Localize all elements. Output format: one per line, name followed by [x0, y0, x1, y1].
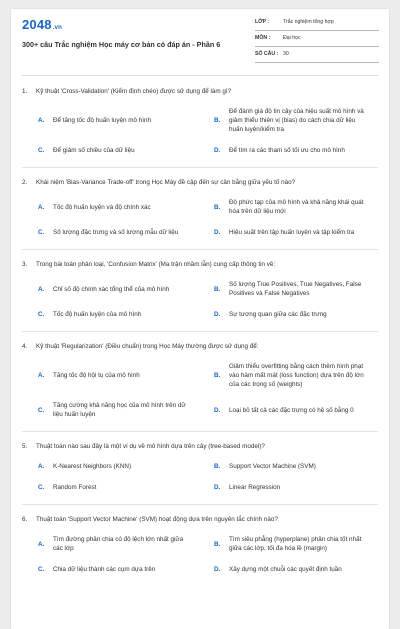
option-text: Tốc độ huấn luyện và độ chính xác	[53, 203, 151, 211]
option-text: Linear Regression	[229, 484, 281, 491]
question-divider	[22, 331, 378, 332]
option-letter: A.	[38, 285, 45, 293]
option-c[interactable]	[22, 310, 198, 319]
option-text: Để tìm ra các tham số tối ưu cho mô hình	[229, 147, 345, 154]
meta-label: SỐ CÂU :	[255, 51, 279, 57]
option-letter: B.	[214, 203, 221, 211]
question-divider	[22, 504, 378, 505]
option-b[interactable]	[198, 107, 374, 134]
option-text: Số lượng đặc trưng và số lượng mẫu dữ liệu	[53, 229, 179, 236]
option-letter: D.	[214, 406, 221, 414]
question-number: 3.	[22, 261, 28, 268]
option-letter: C.	[38, 566, 45, 573]
meta-row-subject	[255, 32, 379, 47]
option-a[interactable]	[22, 116, 198, 125]
document-title: 300+ câu Trắc nghiệm Học máy cơ bản có đáp án - Phần 6	[22, 40, 221, 49]
option-a[interactable]	[22, 462, 198, 471]
option-text: Giảm thiểu overfitting bằng cách thêm hình phạt vào hàm mất mát (loss function) dựa trên độ lớn của các trọng số (weights)	[229, 363, 364, 388]
meta-value: Trắc nghiệm tổng hợp	[283, 19, 334, 25]
question-1	[22, 87, 378, 155]
question-divider	[22, 249, 378, 250]
option-text: Xây dựng một chuỗi các quyết định tuần	[229, 566, 342, 573]
option-letter: C.	[38, 229, 45, 236]
option-text: Loại bỏ tất cả các đặc trưng có hệ số bằng 0	[229, 406, 354, 414]
option-letter: D.	[214, 484, 221, 491]
question-text: Kỹ thuật 'Cross-Validation' (Kiểm định chéo) được sử dụng để làm gì?	[36, 88, 232, 95]
option-text: Support Vector Machine (SVM)	[229, 463, 316, 470]
option-letter: A.	[38, 203, 45, 211]
option-letter: C.	[38, 406, 45, 414]
option-text: Tăng tốc độ hội tụ của mô hình	[53, 372, 140, 379]
question-number: 1.	[22, 88, 28, 95]
option-text: Tìm đường phân chia có độ lệch lớn nhất giữa các lớp	[53, 536, 184, 552]
option-d[interactable]	[198, 483, 374, 492]
option-b[interactable]	[198, 280, 374, 298]
question-divider	[22, 431, 378, 432]
question-text: Khái niệm 'Bias-Variance Trade-off' trong Học Máy đề cập đến sự cân bằng giữa yếu tố nào?	[36, 179, 296, 186]
option-a[interactable]	[22, 203, 198, 212]
question-6	[22, 515, 378, 574]
option-text: Số lượng True Positives, True Negatives, False Positives và False Negatives	[229, 281, 362, 297]
option-letter: B.	[214, 540, 221, 548]
option-text: Tìm siêu phẳng (hyperplane) phân chia tốt nhất giữa các lớp, tối đa hóa lề (margin)	[229, 536, 362, 552]
options	[22, 280, 378, 319]
option-b[interactable]	[198, 362, 374, 389]
option-a[interactable]	[22, 285, 198, 294]
option-b[interactable]	[198, 535, 374, 553]
question-number: 6.	[22, 516, 28, 523]
option-letter: A.	[38, 372, 45, 379]
meta-table	[255, 16, 379, 64]
option-letter: B.	[214, 117, 221, 124]
option-text: Random Forest	[53, 484, 97, 491]
question-text: Thuật toán nào sau đây là một ví dụ về mô hình dựa trên cây (tree-based model)?	[36, 443, 265, 450]
question-2	[22, 178, 378, 237]
option-d[interactable]	[198, 228, 374, 237]
site-logo[interactable]	[22, 17, 62, 32]
options	[22, 462, 378, 492]
question-text: Trong bài toán phân loại, 'Confusion Matrix' (Ma trận nhầm lẫn) cung cấp thông tin về:	[36, 261, 276, 268]
option-text: Để đánh giá độ tin cậy của hiệu suất mô hình và giảm thiểu thiên vị (bias) do cách chia dữ liệu huấn luyện/kiểm tra	[229, 108, 364, 133]
option-c[interactable]	[22, 401, 198, 419]
question-list	[22, 87, 378, 586]
options	[22, 362, 378, 419]
options	[22, 198, 378, 237]
option-text: Tốc độ huấn luyện của mô hình	[53, 311, 142, 318]
question-number: 5.	[22, 443, 28, 450]
option-letter: D.	[214, 229, 221, 236]
option-letter: B.	[214, 463, 221, 470]
document-page	[11, 9, 389, 629]
options	[22, 535, 378, 574]
option-letter: D.	[214, 566, 221, 573]
option-c[interactable]	[22, 146, 198, 155]
option-b[interactable]	[198, 462, 374, 471]
option-text: K-Nearest Neighbors (KNN)	[53, 463, 132, 470]
option-letter: D.	[214, 311, 221, 318]
option-letter: D.	[214, 147, 221, 154]
option-letter: C.	[38, 147, 45, 154]
option-d[interactable]	[198, 406, 374, 415]
meta-row-count	[255, 48, 379, 63]
option-a[interactable]	[22, 535, 198, 553]
option-text: Để tăng tốc độ huấn luyện mô hình	[53, 117, 152, 124]
option-d[interactable]	[198, 146, 374, 155]
question-number: 2.	[22, 179, 28, 186]
option-text: Độ phức tạp của mô hình và khả năng khái quát hóa trên dữ liệu mới	[229, 199, 364, 215]
option-letter: B.	[214, 372, 221, 379]
option-b[interactable]	[198, 198, 374, 216]
option-text: Chia dữ liệu thành các cụm dựa trên	[53, 566, 156, 573]
option-a[interactable]	[22, 371, 198, 380]
question-text: Thuật toán 'Support Vector Machine' (SVM) hoạt động dựa trên nguyên tắc chính nào?	[36, 516, 278, 523]
meta-value: Đại học	[283, 35, 301, 41]
logo-tld: .vn	[52, 25, 63, 31]
option-d[interactable]	[198, 565, 374, 574]
option-text: Chỉ số độ chính xác tổng thể của mô hình	[53, 285, 170, 293]
option-c[interactable]	[22, 565, 198, 574]
option-d[interactable]	[198, 310, 374, 319]
option-c[interactable]	[22, 228, 198, 237]
question-number: 4.	[22, 343, 28, 350]
option-letter: C.	[38, 311, 45, 318]
logo-text: 2048	[22, 17, 52, 32]
option-c[interactable]	[22, 483, 198, 492]
header-divider	[22, 75, 378, 76]
option-text: Để giảm số chiều của dữ liệu	[53, 147, 135, 154]
option-text: Hiệu suất trên tập huấn luyện và tập kiểm tra	[229, 229, 355, 236]
option-letter: A.	[38, 117, 45, 124]
question-divider	[22, 167, 378, 168]
option-text: Tăng cường khả năng học của mô hình trên dữ liệu huấn luyện	[53, 402, 186, 418]
meta-row-class	[255, 16, 379, 31]
question-text: Kỹ thuật 'Regularization' (Điều chuẩn) trong Học Máy thường được sử dụng để:	[36, 343, 259, 350]
option-letter: A.	[38, 463, 45, 470]
document-header	[11, 9, 389, 71]
meta-label: LỚP :	[255, 19, 270, 25]
option-letter: C.	[38, 484, 45, 491]
options	[22, 107, 378, 155]
meta-value: 30	[283, 51, 289, 57]
option-letter: A.	[38, 540, 45, 548]
question-5	[22, 442, 378, 492]
option-text: Sự tương quan giữa các đặc trưng	[229, 311, 327, 318]
question-3	[22, 260, 378, 319]
question-4	[22, 342, 378, 419]
option-letter: B.	[214, 285, 221, 293]
meta-label: MÔN :	[255, 35, 271, 41]
